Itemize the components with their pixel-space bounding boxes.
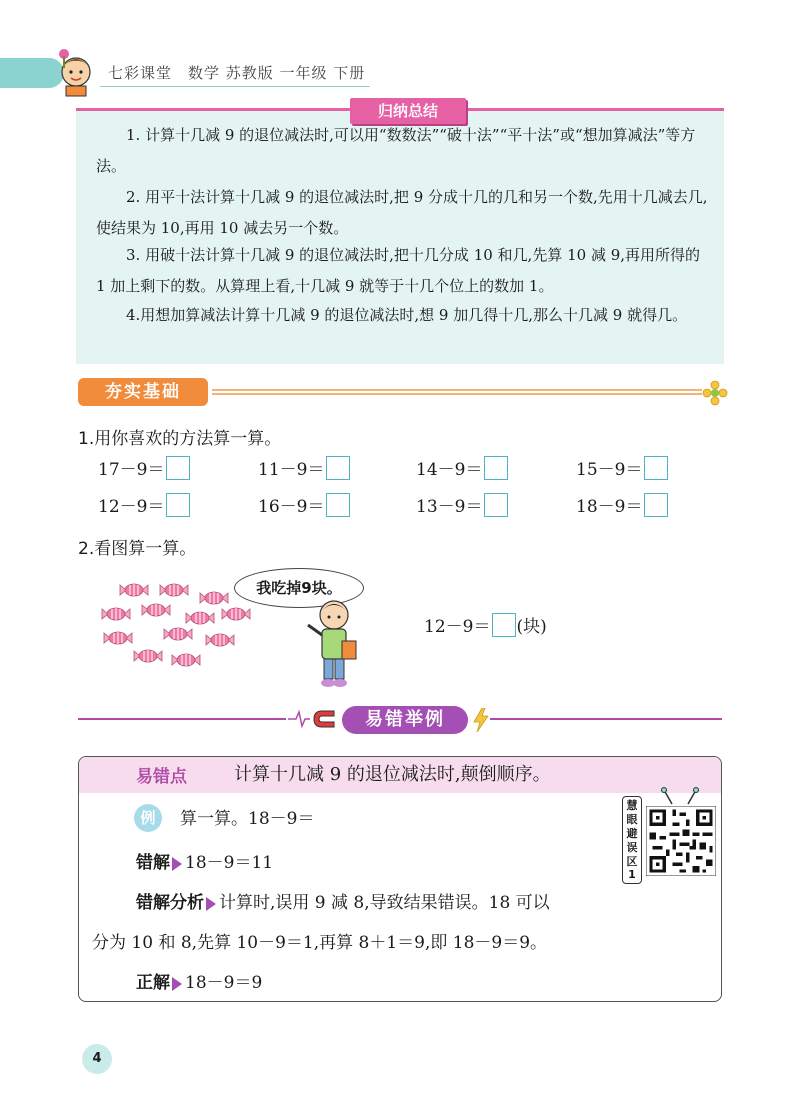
wrong-text: 18－9＝11	[185, 853, 274, 873]
triangle-icon	[172, 977, 182, 991]
qr-side-label: 慧眼避误区 1	[622, 796, 642, 884]
wrong-solution	[136, 848, 273, 873]
correct-label: 正解	[136, 973, 170, 993]
flower-icon	[702, 380, 728, 406]
question-2-title: 2.看图算一算。	[78, 539, 197, 559]
equation-item: 12－9＝	[98, 492, 190, 517]
answer-box[interactable]	[484, 493, 508, 517]
basics-section-title: 夯实基础	[78, 378, 208, 406]
mistakes-rule-left	[78, 718, 286, 720]
equation-item: 11－9＝	[258, 455, 350, 480]
page-number: 4	[82, 1044, 112, 1074]
equation-item: 16－9＝	[258, 492, 350, 517]
mascot-icon	[54, 44, 98, 98]
lightning-icon	[472, 708, 490, 732]
analysis-line-1	[136, 888, 550, 913]
example-text: 算一算。18－9＝	[180, 809, 315, 829]
summary-title: 归纳总结	[350, 98, 466, 124]
example-badge: 例	[134, 804, 162, 832]
equation-item: 17－9＝	[98, 455, 190, 480]
wrong-label: 错解	[136, 853, 170, 873]
correct-solution	[136, 968, 262, 993]
triangle-icon	[172, 857, 182, 871]
analysis-line-2: 分为 10 和 8,先算 10－9＝1,再算 8＋1＝9,即 18－9＝9。	[92, 933, 548, 953]
tv-antenna-icon	[660, 786, 700, 806]
qr-code[interactable]	[646, 806, 716, 876]
summary-point-3: 3. 用破十法计算十几减 9 的退位减法时,把十几分成 10 和几,先算 10 减 9,再用所得的 1 加上剩下的数。从算理上看,十几减 9 就等于十几个位上的数加 1。	[96, 246, 701, 295]
child-icon	[302, 595, 362, 690]
correct-text: 18－9＝9	[185, 973, 263, 993]
mistake-point-text: 计算十几减 9 的退位减法时,颠倒顺序。	[234, 764, 551, 785]
question-1-title: 1.用你喜欢的方法算一算。	[78, 429, 282, 449]
summary-point-2: 2. 用平十法计算十几减 9 的退位减法时,把 9 分成十几的几和另一个数,先用十几减去几,使结果为 10,再用 10 减去另一个数。	[96, 188, 708, 237]
equation-item: 13－9＝	[416, 492, 508, 517]
candies-illustration	[96, 580, 256, 676]
triangle-icon	[206, 897, 216, 911]
mistakes-rule-right	[490, 718, 722, 720]
answer-box[interactable]	[492, 613, 516, 637]
analysis-label: 错解分析	[136, 893, 204, 913]
header-title: 七彩课堂 数学 苏教版 一年级 下册	[108, 64, 366, 82]
answer-box[interactable]	[644, 456, 668, 480]
equation-item: 18－9＝	[576, 492, 668, 517]
mistakes-section-title: 易错举例	[342, 706, 468, 734]
speech-bubble: 我吃掉9块。	[234, 568, 364, 608]
magnet-icon	[288, 706, 338, 732]
answer-box[interactable]	[326, 456, 350, 480]
answer-box[interactable]	[644, 493, 668, 517]
analysis-text-1: 计算时,误用 9 减 8,导致结果错误。18 可以	[219, 893, 550, 913]
summary-point-4: 4.用想加算减法计算十几减 9 的退位减法时,想 9 加几得十几,那么十几减 9 就得几。	[126, 306, 688, 324]
answer-box[interactable]	[326, 493, 350, 517]
basics-section-rule	[212, 389, 702, 395]
summary-point-1: 1. 计算十几减 9 的退位减法时,可以用“数数法”“破十法”“平十法”或“想加算减法”等方法。	[96, 126, 696, 175]
answer-box[interactable]	[166, 456, 190, 480]
mistake-point-label: 易错点	[136, 767, 187, 787]
picture-equation: 12－9＝ (块)	[424, 612, 547, 637]
answer-box[interactable]	[166, 493, 190, 517]
equation-item: 14－9＝	[416, 455, 508, 480]
answer-box[interactable]	[484, 456, 508, 480]
header-underline	[100, 86, 370, 87]
equation-item: 15－9＝	[576, 455, 668, 480]
